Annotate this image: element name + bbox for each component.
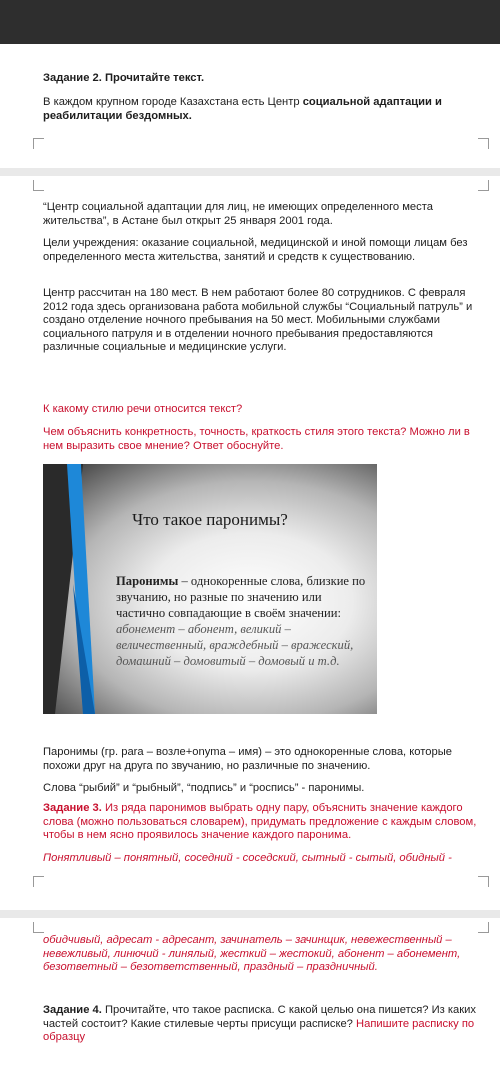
text-paragraph-1: “Центр социальной адаптации для лиц, не имеющих определенного места жительства”, в Астане был открыт 25 января 2001 года. [43,201,433,227]
text-paragraph-3: Центр рассчитан на 180 мест. В нем работают более 80 сотрудников. С февраля 2012 года здесь организована работа мобильной службы “Социальный патруль” и создано отделение ночного пребывания на 50 мест. Мобильными службами социального патруля и в отделении ночного пребывания предоставляются различные социальные и медицинские услуги. [43,287,473,354]
paronyms-slide-image [43,464,377,714]
page-corner-mark [33,138,44,149]
task4: Задание 4. Прочитайте, что такое расписка. С какой целью она пишется? Из каких частей состоит? Какие стилевые черты присущи расписке? Напишите расписку по образцу [43,1004,477,1044]
page-corner-mark [478,180,489,191]
page-corner-mark [33,180,44,191]
viewer-top-bar [0,0,500,44]
question-style: К какому стилю речи относится текст? [43,403,243,415]
paronyms-definition: Паронимы (гр. para – возле+onyma – имя) – это однокоренные слова, которые похожи друг на друга по звучанию, но различные по значению. [43,746,452,772]
paronym-pairs-continued: обидчивый, адресат - адресант, зачинатель – зачинщик, невежественный – невежливый, линючий - линялый, жесткий – жестокий, абонент – абонемент, безответный – безответственный, праздный – праздничный. [43,934,461,974]
paronyms-examples: Слова “рыбий” и “рыбный”, “подпись” и “роспись” - паронимы. [43,782,365,794]
document-page-2 [0,176,500,910]
task2-title: Задание 2. Прочитайте текст. [43,72,205,84]
question-explain: Чем объяснить конкретность, точность, краткость стиля этого текста? Можно ли в нем выразить свое мнение? Ответ обоснуйте. [43,426,470,452]
task3: Задание 3. Из ряда паронимов выбрать одну пару, объяснить значение каждого слова (можно пользоваться словарем), придумать предложение с каждым словом, чтобы в нем ясно проявилось значение каждого паронима. [43,802,477,842]
paronym-pairs-line1: Понятливый – понятный, соседний - соседский, сытный - сытый, обидный - [43,852,452,864]
page-corner-mark [478,876,489,887]
slide-definition: Паронимы – однокоренные слова, близкие по звучанию, но разные по значению или частично совпадающие в своём значении: абонемент – абонент, великий – величественный, враждебный – вражеский, домашний – домовитый – домовый и т.д. [116,574,366,668]
page-corner-mark [478,922,489,933]
text-paragraph-2: Цели учреждения: оказание социальной, медицинской и иной помощи лицам без определенного места жительства, занятий и средств к существованию. [43,237,468,263]
document-page-1 [0,44,500,168]
slide-title: Что такое паронимы? [132,510,288,529]
page-corner-mark [478,138,489,149]
document-page-3 [0,918,500,1083]
task2-intro: В каждом крупном городе Казахстана есть Центр социальной адаптации и реабилитации бездомных. [43,96,442,122]
page-corner-mark [33,922,44,933]
page-corner-mark [33,876,44,887]
